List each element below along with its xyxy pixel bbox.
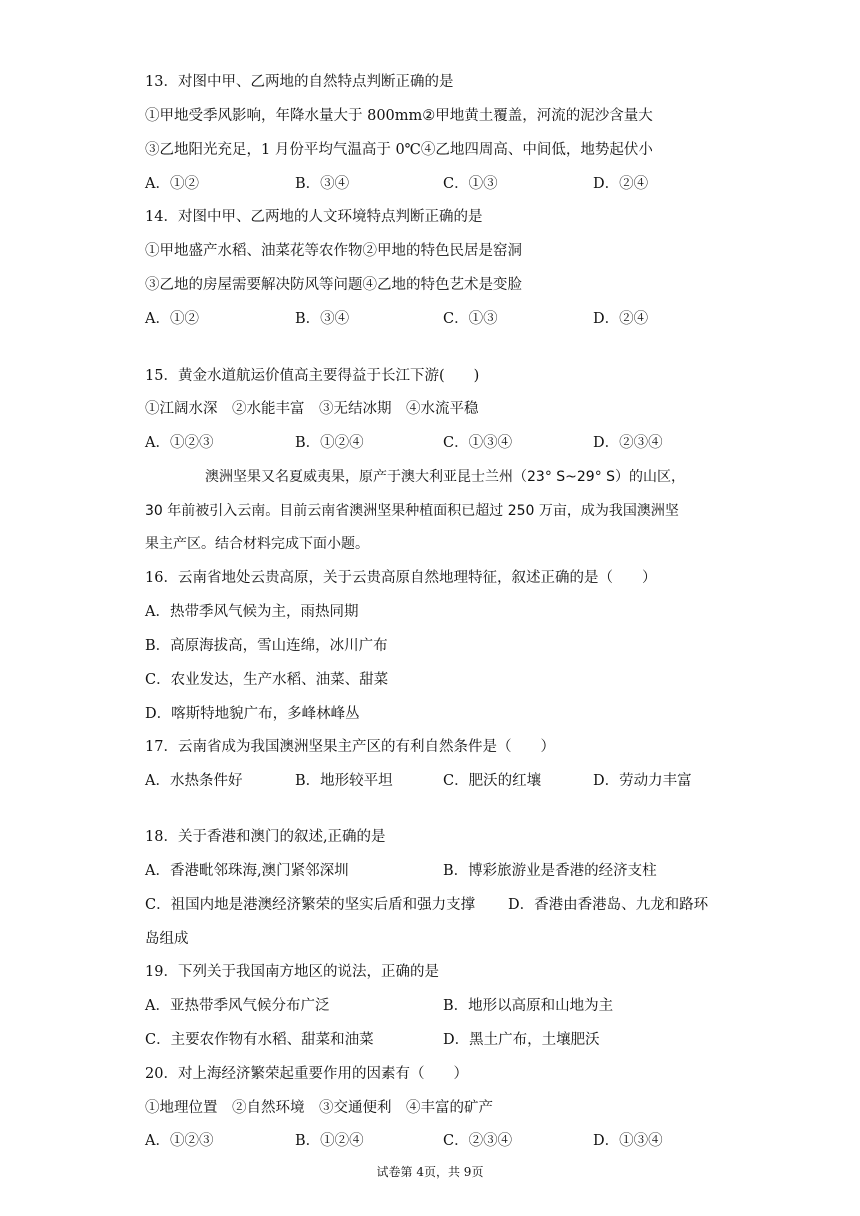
q16-option-d: D．喀斯特地貌广布，多峰林峰丛 [145, 706, 360, 722]
q19-option-c: C．主要农作物有水稻、甜菜和油菜 [145, 1032, 374, 1048]
q17-stem: 17．云南省成为我国澳洲坚果主产区的有利自然条件是（ ） [145, 739, 555, 755]
q13-option-d: D．②④ [593, 176, 649, 192]
material-line-1: 澳洲坚果又名夏威夷果，原产于澳大利亚昆士兰州（23° S~29° S）的山区， [205, 469, 686, 485]
q15-option-a: A．①②③ [145, 435, 214, 451]
q18-option-d: D．香港由香港岛、九龙和路环 [508, 897, 709, 913]
q14-option-c: C．①③ [443, 311, 498, 327]
q15-statement-1: ①江阔水深 ②水能丰富 ③无结冰期 ④水流平稳 [145, 401, 479, 417]
q20-option-b: B．①②④ [295, 1133, 364, 1149]
q16-option-a: A．热带季风气候为主，雨热同期 [145, 604, 359, 620]
q19-option-d: D．黑土广布，土壤肥沃 [443, 1032, 600, 1048]
q18-stem: 18．关于香港和澳门的叙述,正确的是 [145, 829, 386, 845]
q18-option-b: B．博彩旅游业是香港的经济支柱 [443, 863, 657, 879]
q18-option-a: A．香港毗邻珠海,澳门紧邻深圳 [145, 863, 349, 879]
q14-statement-2: ③乙地的房屋需要解决防风等问题④乙地的特色艺术是变脸 [145, 277, 522, 293]
q18-option-d-continued: 岛组成 [145, 931, 189, 947]
q16-stem: 16．云南省地处云贵高原，关于云贵高原自然地理特征，叙述正确的是（ ） [145, 570, 657, 586]
q17-option-c: C．肥沃的红壤 [443, 773, 542, 789]
q16-option-b: B．高原海拔高，雪山连绵，冰川广布 [145, 638, 388, 654]
q13-option-b: B．③④ [295, 176, 350, 192]
material-line-2: 30 年前被引入云南。目前云南省澳洲坚果种植面积已超过 250 万亩，成为我国澳洲坚 [145, 503, 679, 519]
q19-stem: 19．下列关于我国南方地区的说法，正确的是 [145, 964, 439, 980]
q13-statement-2: ③乙地阳光充足，1 月份平均气温高于 0℃④乙地四周高、中间低，地势起伏小 [145, 142, 653, 158]
q16-option-c: C．农业发达，生产水稻、油菜、甜菜 [145, 672, 389, 688]
q13-option-c: C．①③ [443, 176, 498, 192]
q17-option-b: B．地形较平坦 [295, 773, 393, 789]
q13-statement-1: ①甲地受季风影响，年降水量大于 800mm②甲地黄土覆盖，河流的泥沙含量大 [145, 108, 653, 124]
q14-option-b: B．③④ [295, 311, 350, 327]
q15-option-b: B．①②④ [295, 435, 364, 451]
q19-option-a: A．亚热带季风气候分布广泛 [145, 998, 330, 1014]
q20-stem: 20．对上海经济繁荣起重要作用的因素有（ ） [145, 1066, 468, 1082]
q14-statement-1: ①甲地盛产水稻、油菜花等农作物②甲地的特色民居是窑洞 [145, 243, 522, 259]
q20-option-c: C．②③④ [443, 1133, 513, 1149]
q13-stem: 13．对图中甲、乙两地的自然特点判断正确的是 [145, 74, 454, 90]
q14-stem: 14．对图中甲、乙两地的人文环境特点判断正确的是 [145, 209, 483, 225]
q19-option-b: B．地形以高原和山地为主 [443, 998, 614, 1014]
q20-statement-1: ①地理位置 ②自然环境 ③交通便利 ④丰富的矿产 [145, 1100, 493, 1116]
q17-option-d: D．劳动力丰富 [593, 773, 692, 789]
q18-option-c: C．祖国内地是港澳经济繁荣的坚实后盾和强力支撑 [145, 897, 476, 913]
q15-option-d: D．②③④ [593, 435, 663, 451]
page-footer: 试卷第 4页，共 9页 [376, 1165, 484, 1179]
q15-stem: 15．黄金水道航运价值高主要得益于长江下游( ) [145, 368, 480, 384]
q15-option-c: C．①③④ [443, 435, 513, 451]
material-line-3: 果主产区。结合材料完成下面小题。 [145, 536, 369, 552]
q13-option-a: A．①② [145, 176, 199, 192]
q17-option-a: A．水热条件好 [145, 773, 243, 789]
q20-option-d: D．①③④ [593, 1133, 663, 1149]
q20-option-a: A．①②③ [145, 1133, 214, 1149]
q14-option-a: A．①② [145, 311, 199, 327]
q14-option-d: D．②④ [593, 311, 649, 327]
